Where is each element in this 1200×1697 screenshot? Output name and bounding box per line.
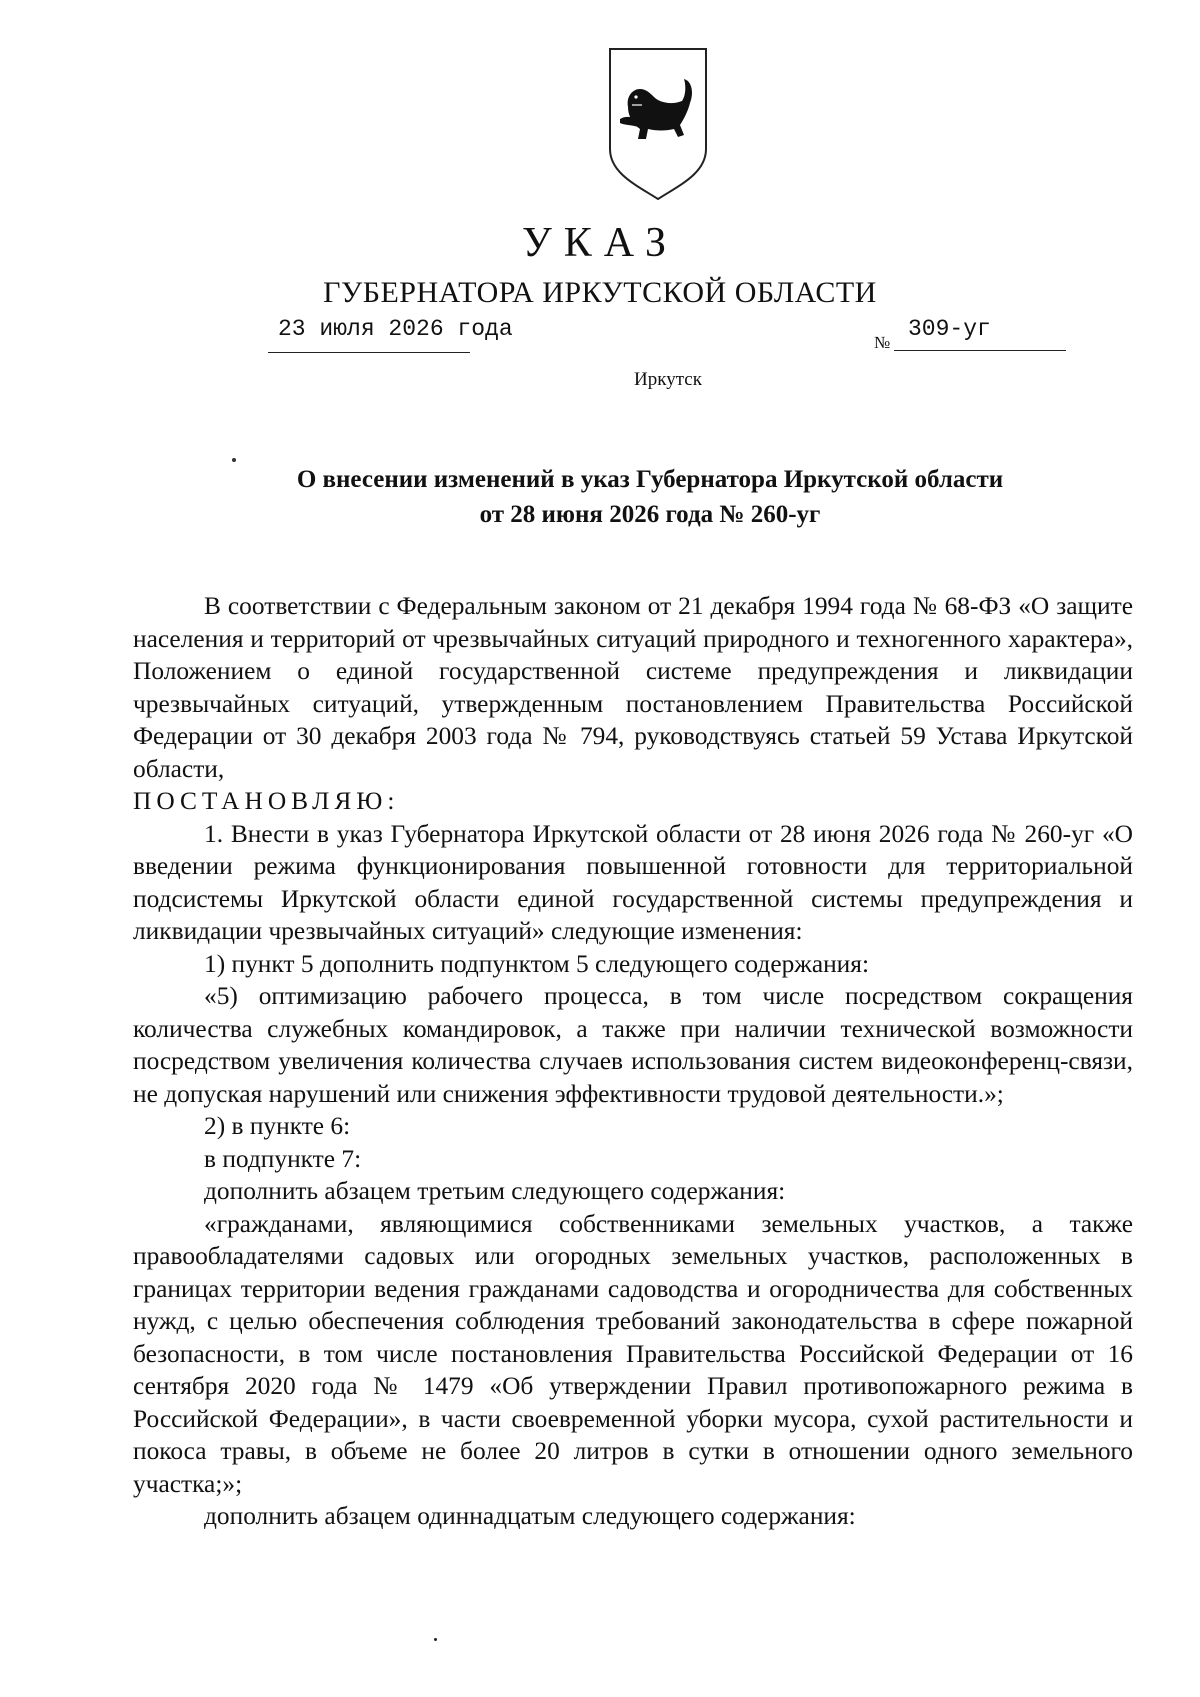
coat-of-arms-icon [606,45,710,203]
item-1-2-add3-paragraph: дополнить абзацем третьим следующего содержания: [204,1177,786,1205]
scan-dot [434,1638,437,1641]
number-underline [894,350,1066,351]
number-sign: № [874,333,891,352]
document-number: 309-уг [908,316,991,342]
document-heading [220,462,1080,532]
document-body [133,590,1133,1533]
document-title: УКАЗ [521,220,679,266]
item-1-2-sub-paragraph: в подпункте 7: [204,1144,362,1173]
item-1-2-paragraph: 2) в пункте 6: [204,1112,351,1140]
item-1-paragraph: 1. Внести в указ Губернатора Иркутской области от 28 июня 2026 года № 260-уг «О введении режима функционирования повышенной готовности для территориальной подсистемы Иркутской области единой государственной системы предупреждения и ликвидации чрезвычайных ситуаций» следующие изменения: [133,819,1133,945]
date-underline [268,352,470,353]
decree-word: ПОСТАНОВЛЯЮ: [133,787,400,815]
document-subtitle: ГУБЕРНАТОРА ИРКУТСКОЙ ОБЛАСТИ [323,276,877,309]
heading-line-2: от 28 июня 2026 года № 260-уг [479,501,821,528]
item-1-2-add11-paragraph: дополнить абзацем одиннадцатым следующего содержания: [204,1502,856,1530]
document-date: 23 июля 2026 года [278,316,513,342]
item-1-2-add3-text-paragraph: «гражданами, являющимися собственниками земельных участков, а также правообладателями садовых или огородных земельных участков, расположенных в границах территории ведения гражданами садоводства и огородничества для собственных нужд, с целью обеспечения соблюдения требований законодательства в сфере пожарной безопасности, в том числе постановления Правительства Российской Федерации от 16 сентября 2020 года № 1479 «Об утверждении Правил противопожарного режима в Российской Федерации», в части своевременной уборки мусора, сухой растительности и покоса травы, в объеме не более 20 литров в сутки в отношении одного земельного участка;»; [133,1209,1133,1498]
item-1-1-paragraph: 1) пункт 5 дополнить подпунктом 5 следующего содержания: [204,949,870,978]
heading-line-1: О внесении изменений в указ Губернатора Иркутской области [296,466,1004,493]
item-1-1-text-paragraph: «5) оптимизацию рабочего процесса, в том числе посредством сокращения количества служебных командировок, а также при наличии технической возможности посредством увеличения количества случаев использования систем видеоконференц-связи, не допуская нарушений или снижения эффективности трудовой деятельности.»; [133,982,1133,1108]
document-city: Иркутск [634,369,702,390]
preamble-paragraph: В соответствии с Федеральным законом от 21 декабря 1994 года № 68-ФЗ «О защите населения и территорий от чрезвычайных ситуаций природного и техногенного характера», Положением о единой государственной системе предупреждения и ликвидации чрезвычайных ситуаций, утвержденным постановлением Правительства Российской Федерации от 30 декабря 2003 года № 794, руководствуясь статьей 59 Устава Иркутской области, [133,592,1133,783]
